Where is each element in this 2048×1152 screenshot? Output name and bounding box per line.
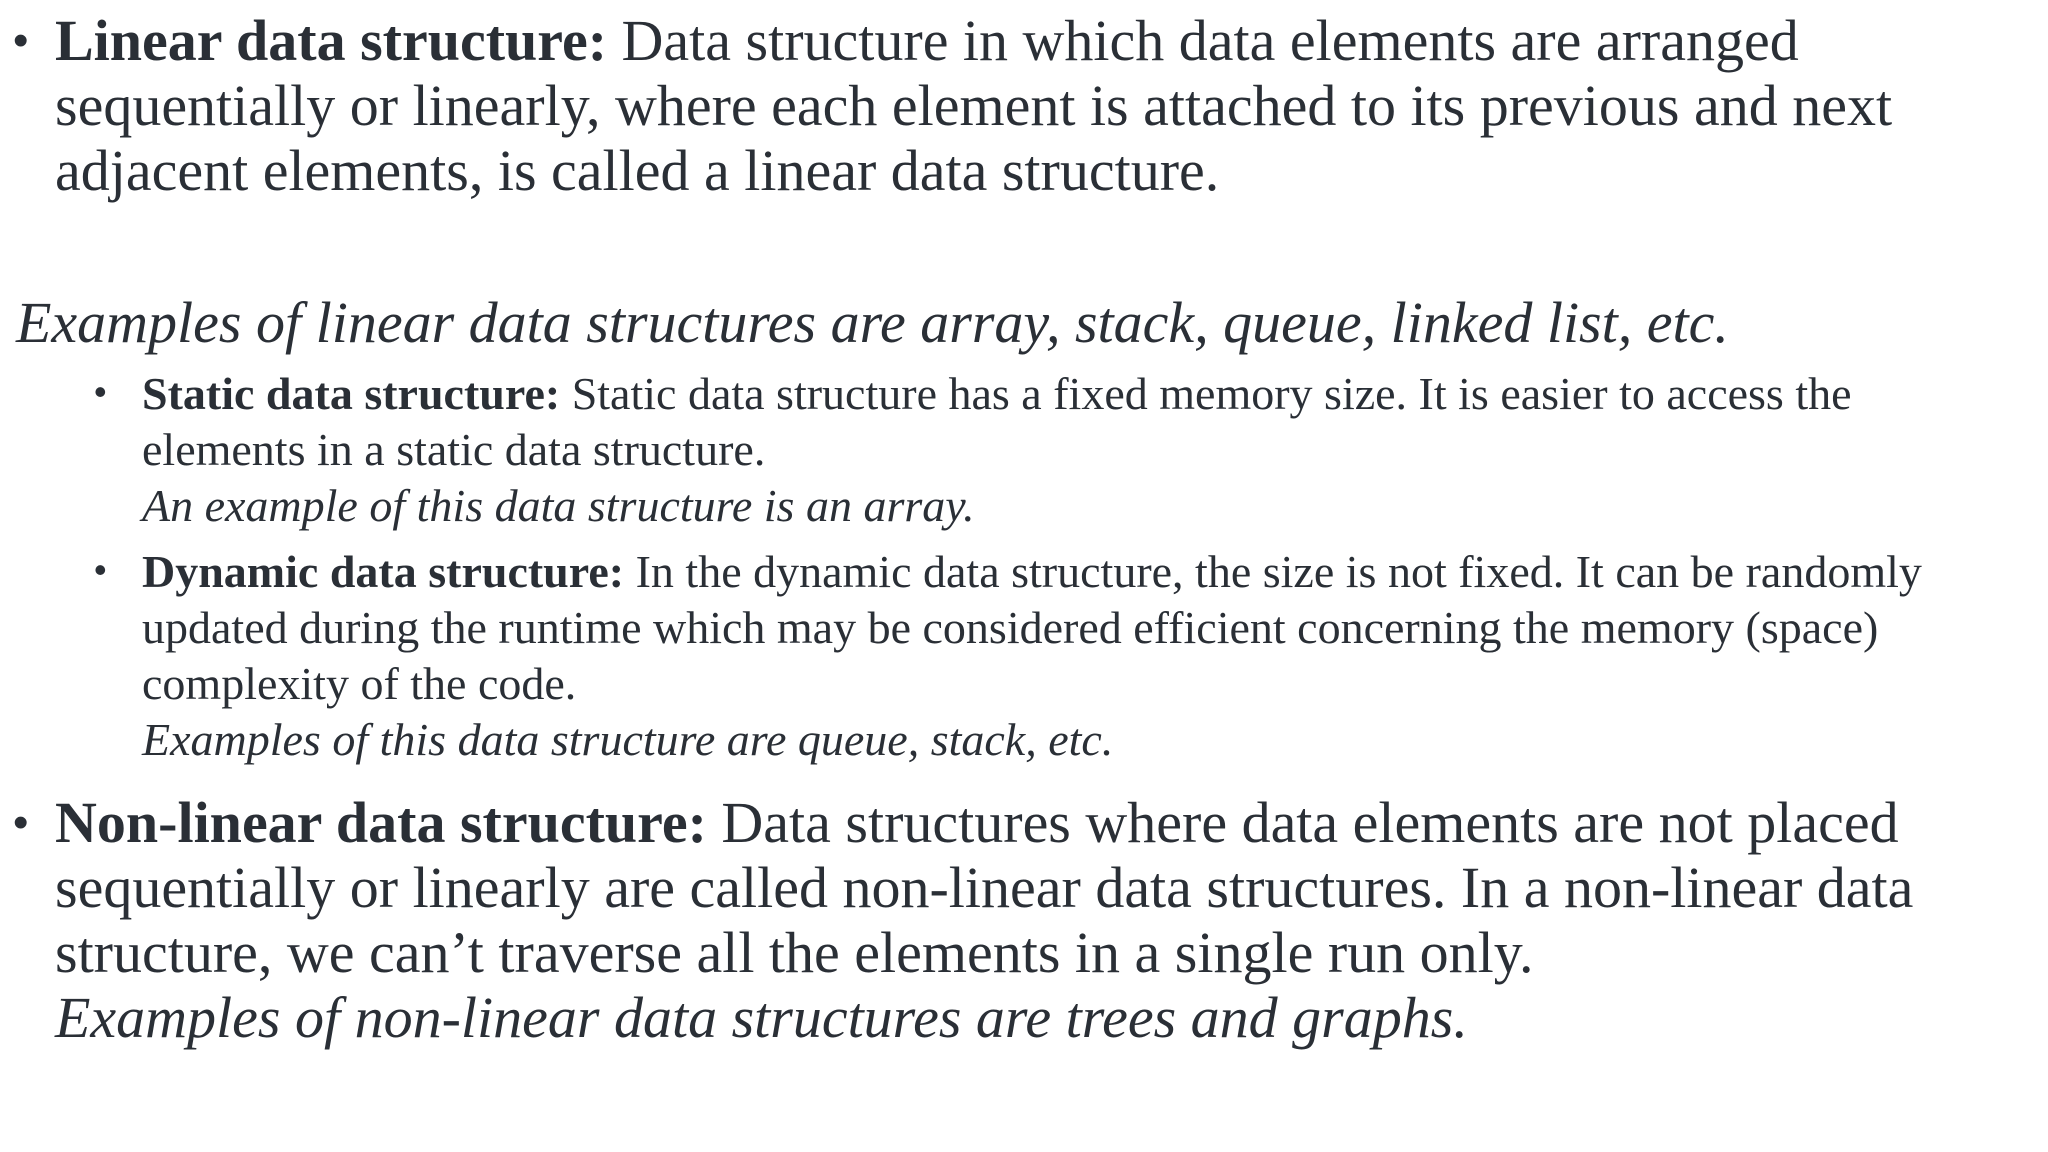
bullet-static: [94, 366, 2022, 534]
bullet-dot-icon: •: [13, 16, 29, 65]
text-nonlinear: Data structures where data elements are not placed sequentially or linearly are called non-linear data structures. In a non-linear data structure, we can’t traverse all the elements in a single run only.: [55, 790, 1914, 985]
term-linear: Linear data structure:: [55, 8, 608, 73]
bullet-dot-icon: •: [94, 371, 107, 412]
term-static: Static data structure:: [142, 368, 561, 419]
text-static: Static data structure has a fixed memory size. It is easier to access the elements in a static data structure.: [142, 368, 1852, 475]
bullet-linear: [13, 8, 2015, 203]
example-static: An example of this data structure is an array.: [142, 480, 975, 531]
term-dynamic: Dynamic data structure:: [142, 546, 625, 597]
bullet-nonlinear: [13, 790, 2015, 1050]
text-linear: Data structure in which data elements are arranged sequentially or linearly, where each element is attached to its previous and next adjacent elements, is called a linear data structure.: [55, 8, 1893, 203]
bullet-dot-icon: •: [13, 798, 29, 847]
example-dynamic: Examples of this data structure are queue, stack, etc.: [142, 714, 1114, 765]
bullet-dot-icon: •: [94, 549, 107, 590]
example-nonlinear: Examples of non-linear data structures are trees and graphs.: [55, 985, 1468, 1050]
text-dynamic: In the dynamic data structure, the size is not fixed. It can be randomly updated during the runtime which may be considered efficient concerning the memory (space) complexity of the code.: [142, 546, 1922, 709]
linear-examples: Examples of linear data structures are array, stack, queue, linked list, etc.: [16, 290, 1729, 355]
bullet-dynamic: [94, 544, 2022, 768]
term-nonlinear: Non-linear data structure:: [55, 790, 707, 855]
